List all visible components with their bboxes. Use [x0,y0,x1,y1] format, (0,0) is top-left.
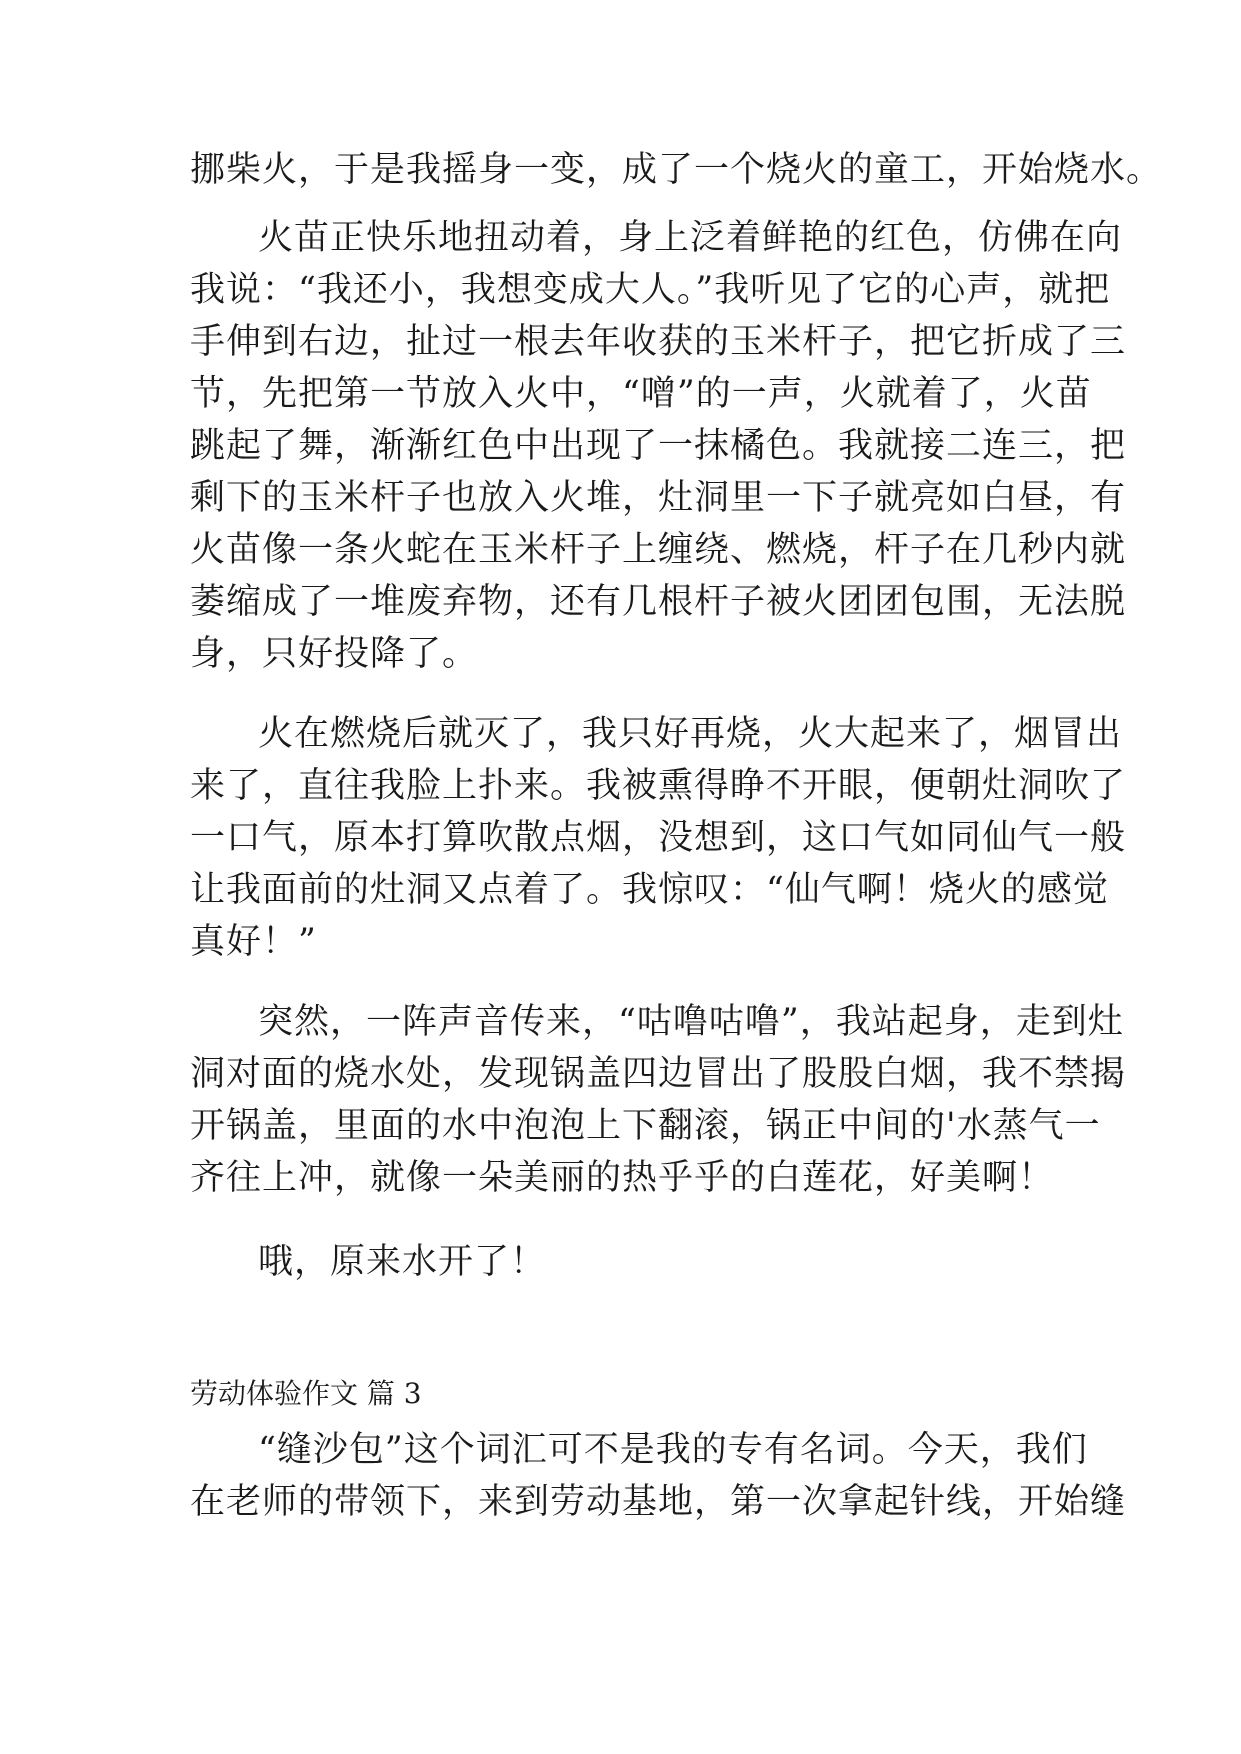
paragraph-first-line: 火在燃烧后就灭了，我只好再烧，火大起来了，烟冒出 [258,714,1123,754]
text-line: 挪柴火，于是我摇身一变，成了一个烧火的童工，开始烧水。 [190,150,1163,190]
text-line: 身，只好投降了。 [190,634,479,674]
text-line: 手伸到右边，扯过一根去年收获的玉米杆子，把它折成了三 [190,322,1127,362]
text-line: 开锅盖，里面的水中泡泡上下翻滚，锅正中间的'水蒸气一 [190,1106,1101,1146]
text-line: 来了，直往我脸上扑来。我被熏得睁不开眼，便朝灶洞吹了 [190,766,1127,806]
paragraph-first-line: “缝沙包”这个词汇可不是我的专有名词。今天，我们 [258,1430,1088,1470]
paragraph-first-line: 哦，原来水开了！ [258,1242,547,1282]
text-line: 齐往上冲，就像一朵美丽的热乎乎的白莲花，好美啊！ [190,1158,1055,1198]
text-line: 火苗像一条火蛇在玉米杆子上缠绕、燃烧，杆子在几秒内就 [190,530,1127,570]
text-line: 节，先把第一节放入火中，“噌”的一声，火就着了，火苗 [190,374,1092,414]
text-line: 让我面前的灶洞又点着了。我惊叹：“仙气啊！烧火的感觉 [190,870,1109,910]
text-line: 真好！” [190,922,317,962]
text-line: 剩下的玉米杆子也放入火堆，灶洞里一下子就亮如白昼，有 [190,478,1127,518]
text-line: 我说：“我还小，我想变成大人。”我听见了它的心声，就把 [190,270,1111,310]
text-line: 萎缩成了一堆废弃物，还有几根杆子被火团团包围，无法脱 [190,582,1127,622]
paragraph-first-line: 突然，一阵声音传来，“咕噜咕噜”，我站起身，走到灶 [258,1002,1124,1042]
paragraph-first-line: 火苗正快乐地扭动着，身上泛着鲜艳的红色，仿佛在向 [258,218,1123,258]
text-line: 一口气，原本打算吹散点烟，没想到，这口气如同仙气一般 [190,818,1127,858]
text-line: 在老师的带领下，来到劳动基地，第一次拿起针线，开始缝 [190,1482,1127,1522]
section-heading: 劳动体验作文 篇 3 [190,1377,422,1410]
text-line: 跳起了舞，渐渐红色中出现了一抹橘色。我就接二连三，把 [190,426,1127,466]
text-line: 洞对面的烧水处，发现锅盖四边冒出了股股白烟，我不禁揭 [190,1054,1127,1094]
